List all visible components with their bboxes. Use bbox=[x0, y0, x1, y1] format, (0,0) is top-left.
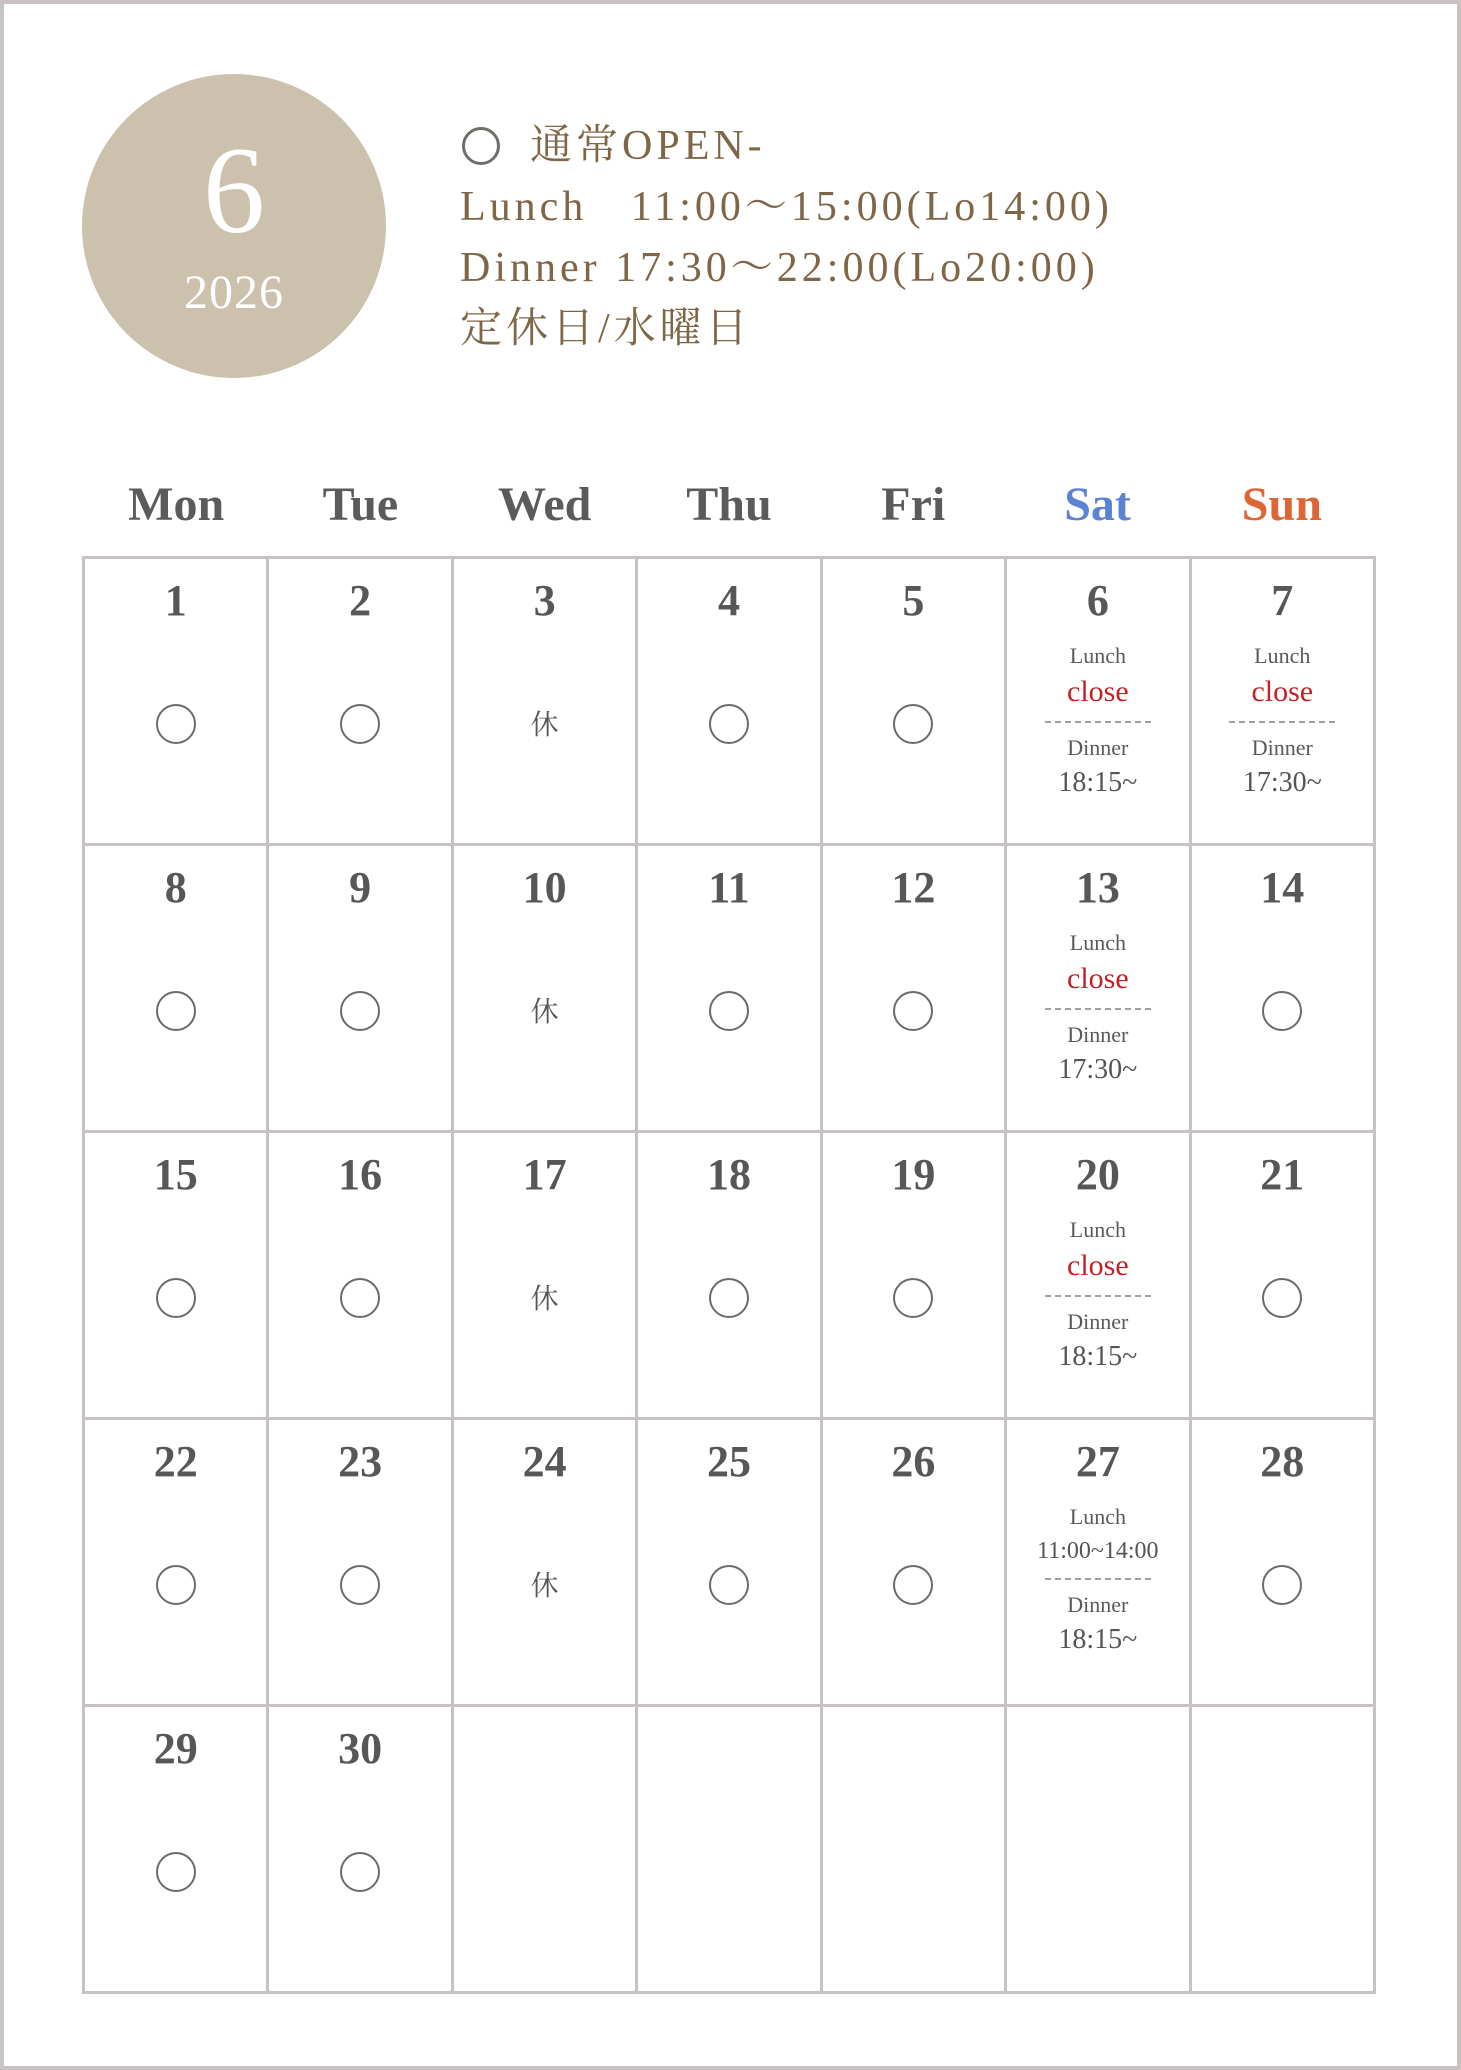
month-badge bbox=[82, 74, 386, 378]
dinner-value: 18:15~ bbox=[1058, 767, 1138, 798]
calendar-cell bbox=[1192, 846, 1376, 1133]
day-number: 10 bbox=[522, 863, 567, 912]
day-number: 18 bbox=[706, 1150, 751, 1199]
lunch-label: Lunch bbox=[1069, 930, 1126, 955]
open-circle-icon bbox=[709, 1565, 749, 1605]
day-number: 14 bbox=[1260, 863, 1305, 912]
open-legend bbox=[460, 116, 1380, 177]
calendar-cell-empty bbox=[823, 1707, 1007, 1994]
weekday-fri: Fri bbox=[881, 478, 946, 531]
dinner-value: 18:15~ bbox=[1058, 1341, 1138, 1372]
calendar-cell bbox=[85, 1133, 269, 1420]
calendar-cell bbox=[269, 1707, 453, 1994]
open-circle-icon bbox=[156, 704, 196, 744]
calendar-cell-empty bbox=[454, 1707, 638, 1994]
lunch-label: Lunch bbox=[1069, 1504, 1126, 1529]
open-circle-icon bbox=[709, 704, 749, 744]
lunch-value: close bbox=[1067, 675, 1129, 708]
open-circle-icon bbox=[1262, 1278, 1302, 1318]
closed-mark: 休 bbox=[530, 708, 559, 741]
calendar-cell bbox=[1192, 559, 1376, 846]
day-number: 3 bbox=[533, 576, 556, 625]
regular-holiday: 定休日/水曜日 bbox=[460, 306, 752, 352]
weekday-mon: Mon bbox=[128, 478, 225, 531]
special-hours bbox=[1007, 928, 1188, 1090]
day-number: 7 bbox=[1271, 576, 1294, 625]
calendar-cell bbox=[1192, 1420, 1376, 1707]
day-number: 27 bbox=[1075, 1437, 1120, 1486]
open-circle-icon bbox=[340, 704, 380, 744]
month-number: 6 bbox=[203, 122, 265, 259]
dinner-value: 17:30~ bbox=[1058, 1054, 1138, 1085]
dashed-divider bbox=[1045, 1578, 1151, 1580]
calendar-cell bbox=[454, 1420, 638, 1707]
open-circle-icon bbox=[893, 704, 933, 744]
calendar-cell bbox=[638, 559, 822, 846]
day-number: 26 bbox=[891, 1437, 936, 1486]
dashed-divider bbox=[1045, 1295, 1151, 1297]
special-hours bbox=[1007, 1502, 1188, 1660]
dinner-value: 18:15~ bbox=[1058, 1624, 1138, 1655]
dinner-label: Dinner bbox=[1067, 1309, 1129, 1334]
lunch-value: close bbox=[1067, 962, 1129, 995]
special-hours bbox=[1192, 641, 1373, 803]
open-circle-icon bbox=[340, 1278, 380, 1318]
open-circle-icon bbox=[709, 1278, 749, 1318]
lunch-hours: Lunch 11:00〜15:00(Lo14:00) bbox=[460, 184, 1113, 230]
day-number: 11 bbox=[708, 863, 750, 912]
day-number: 20 bbox=[1075, 1150, 1120, 1199]
open-circle-icon bbox=[709, 991, 749, 1031]
calendar-cell bbox=[269, 559, 453, 846]
day-number: 15 bbox=[153, 1150, 198, 1199]
dashed-divider bbox=[1045, 721, 1151, 723]
open-circle-icon bbox=[156, 1852, 196, 1892]
calendar-cell bbox=[1007, 846, 1191, 1133]
calendar-cell-empty bbox=[1192, 1707, 1376, 1994]
closed-mark: 休 bbox=[530, 995, 559, 1028]
lunch-value: close bbox=[1251, 675, 1314, 708]
day-number: 29 bbox=[153, 1724, 198, 1773]
open-circle-icon bbox=[340, 991, 380, 1031]
open-circle-icon bbox=[1262, 1565, 1302, 1605]
calendar-cell bbox=[638, 1133, 822, 1420]
lunch-value: close bbox=[1067, 1249, 1129, 1282]
open-circle-icon bbox=[893, 1278, 933, 1318]
calendar-cell bbox=[269, 1133, 453, 1420]
day-number: 13 bbox=[1075, 863, 1120, 912]
lunch-label: Lunch bbox=[1069, 1217, 1126, 1242]
calendar-cell bbox=[823, 1420, 1007, 1707]
weekday-wed: Wed bbox=[498, 478, 592, 531]
calendar-cell-empty bbox=[1007, 1707, 1191, 1994]
calendar-cell bbox=[823, 1133, 1007, 1420]
dinner-label: Dinner bbox=[1067, 1592, 1129, 1617]
dinner-label: Dinner bbox=[1251, 735, 1313, 760]
calendar-cell bbox=[638, 1420, 822, 1707]
calendar-cell bbox=[638, 846, 822, 1133]
dashed-divider bbox=[1045, 1008, 1151, 1010]
day-number: 5 bbox=[902, 576, 925, 625]
calendar-cell bbox=[823, 846, 1007, 1133]
calendar-cell bbox=[85, 846, 269, 1133]
lunch-label: Lunch bbox=[1254, 643, 1311, 668]
day-number: 24 bbox=[522, 1437, 567, 1486]
weekday-sun: Sun bbox=[1241, 478, 1322, 531]
day-number: 28 bbox=[1260, 1437, 1305, 1486]
day-number: 9 bbox=[349, 863, 372, 912]
open-circle-icon bbox=[462, 127, 500, 165]
day-number: 22 bbox=[153, 1437, 198, 1486]
calendar-cell bbox=[269, 1420, 453, 1707]
day-number: 30 bbox=[338, 1724, 383, 1773]
dinner-label: Dinner bbox=[1067, 1022, 1129, 1047]
weekday-sat: Sat bbox=[1064, 478, 1131, 531]
calendar-cell bbox=[1192, 1133, 1376, 1420]
open-circle-icon bbox=[1262, 991, 1302, 1031]
open-circle-icon bbox=[156, 991, 196, 1031]
calendar-cell bbox=[85, 1707, 269, 1994]
day-number: 12 bbox=[891, 863, 936, 912]
open-circle-icon bbox=[156, 1278, 196, 1318]
calendar-cell bbox=[1007, 1133, 1191, 1420]
calendar-cell bbox=[823, 559, 1007, 846]
day-number: 16 bbox=[338, 1150, 383, 1199]
calendar-cell bbox=[1007, 1420, 1191, 1707]
lunch-label: Lunch bbox=[1069, 643, 1126, 668]
day-number: 6 bbox=[1086, 576, 1109, 625]
dinner-hours: Dinner 17:30〜22:00(Lo20:00) bbox=[460, 245, 1099, 291]
open-circle-icon bbox=[893, 1565, 933, 1605]
day-number: 8 bbox=[164, 863, 187, 912]
calendar-cell bbox=[85, 1420, 269, 1707]
day-number: 17 bbox=[522, 1150, 567, 1199]
open-circle-icon bbox=[893, 991, 933, 1031]
open-circle-icon bbox=[340, 1852, 380, 1892]
dashed-divider bbox=[1229, 721, 1335, 723]
closed-mark: 休 bbox=[530, 1569, 559, 1602]
day-number: 1 bbox=[164, 576, 187, 625]
weekday-thu: Thu bbox=[686, 478, 772, 531]
calendar-cell bbox=[454, 1133, 638, 1420]
calendar-cell bbox=[85, 559, 269, 846]
open-circle-icon bbox=[340, 1565, 380, 1605]
calendar-cell bbox=[454, 559, 638, 846]
calendar-grid bbox=[82, 556, 1376, 1994]
open-legend-text: 通常OPEN- bbox=[530, 123, 766, 169]
dinner-label: Dinner bbox=[1067, 735, 1129, 760]
special-hours bbox=[1007, 641, 1188, 803]
weekday-tue: Tue bbox=[322, 478, 399, 531]
day-number: 23 bbox=[338, 1437, 383, 1486]
lunch-value: 11:00~14:00 bbox=[1037, 1538, 1159, 1564]
day-number: 21 bbox=[1260, 1150, 1305, 1199]
open-circle-icon bbox=[156, 1565, 196, 1605]
day-number: 2 bbox=[349, 576, 372, 625]
weekday-header bbox=[84, 470, 1374, 540]
calendar-cell bbox=[454, 846, 638, 1133]
special-hours bbox=[1007, 1215, 1188, 1377]
day-number: 4 bbox=[717, 576, 740, 625]
day-number: 25 bbox=[706, 1437, 751, 1486]
day-number: 19 bbox=[891, 1150, 936, 1199]
hours-info bbox=[460, 116, 1380, 360]
dinner-value: 17:30~ bbox=[1242, 767, 1322, 798]
calendar-cell-empty bbox=[638, 1707, 822, 1994]
calendar-cell bbox=[269, 846, 453, 1133]
year-label: 2026 bbox=[184, 266, 284, 319]
calendar-cell bbox=[1007, 559, 1191, 846]
closed-mark: 休 bbox=[530, 1282, 559, 1315]
